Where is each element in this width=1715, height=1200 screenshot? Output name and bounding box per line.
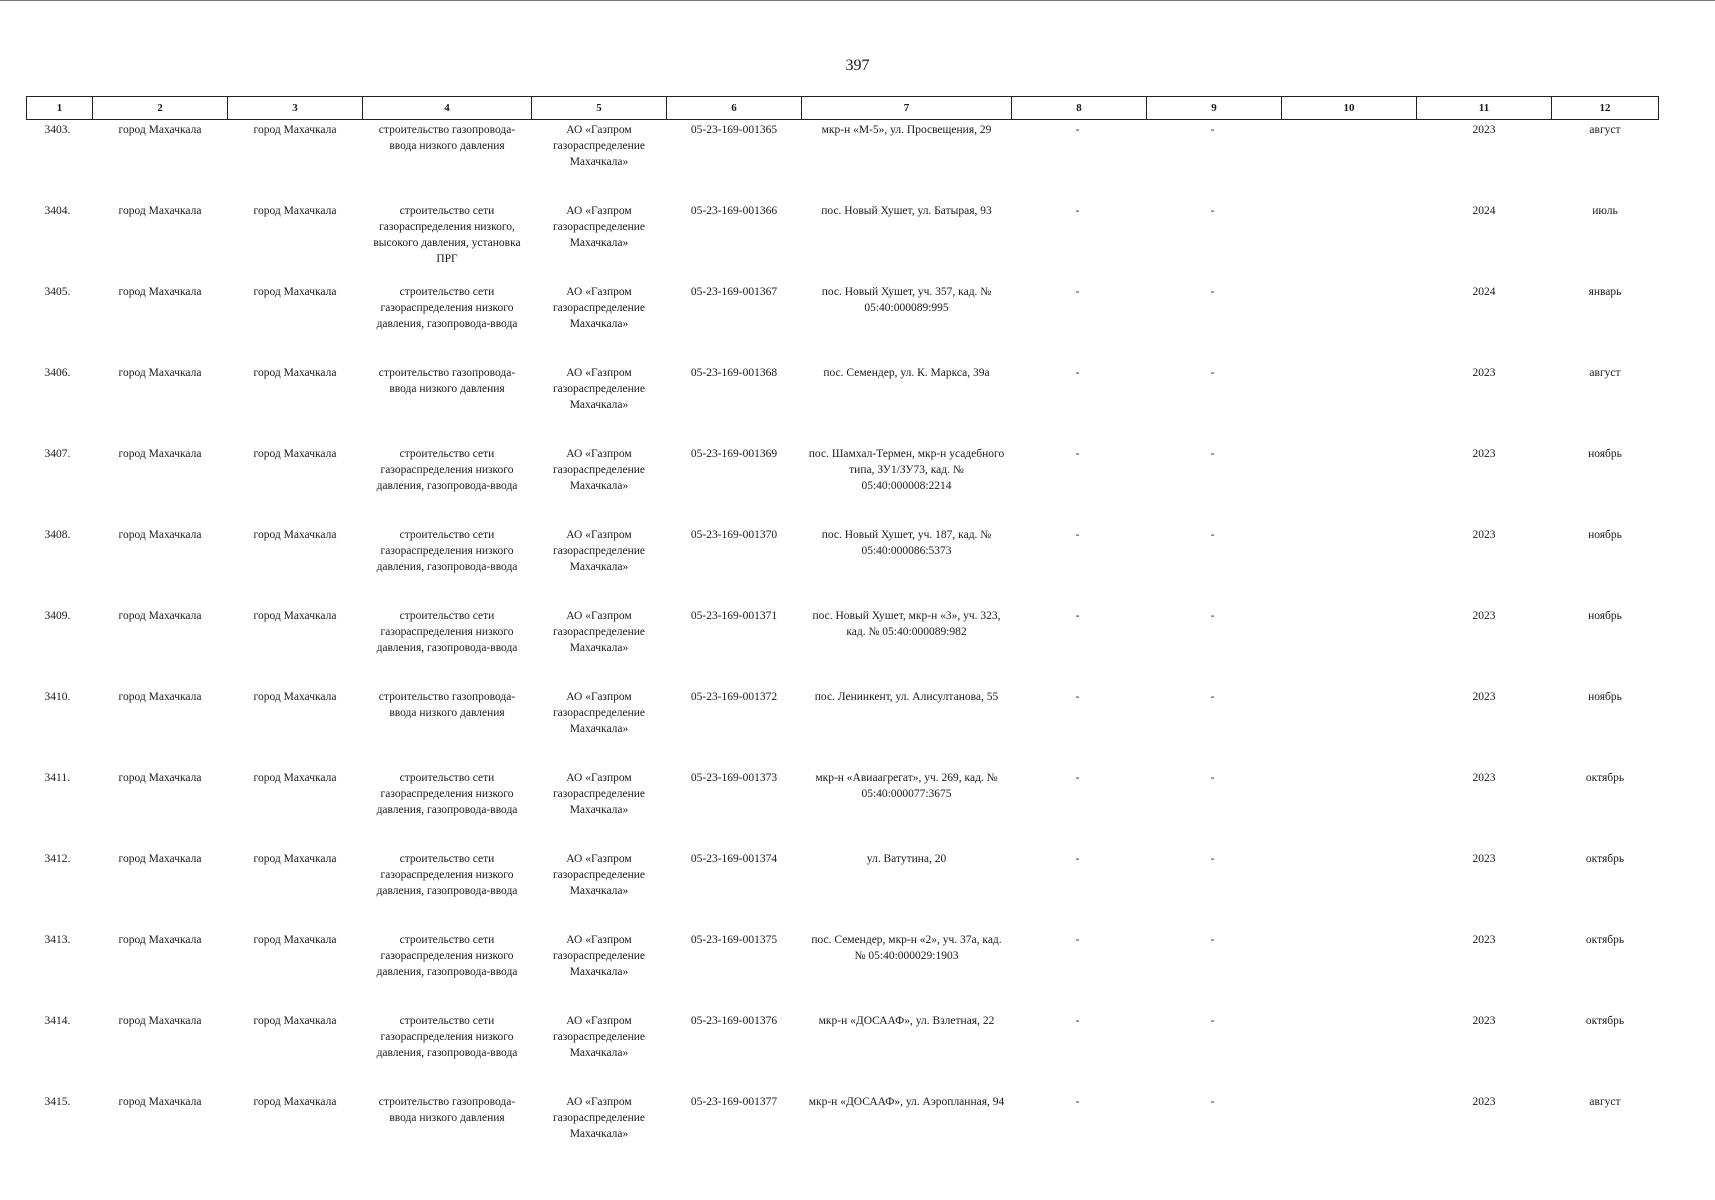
cell-settlement: город Махачкала (253, 772, 337, 784)
cell-settlement: город Махачкала (253, 448, 337, 460)
cell-month: ноябрь (1588, 610, 1622, 622)
cell-address: мкр-н «ДОСААФ», ул. Аэропланная, 94 (808, 1096, 1005, 1108)
cell-month: ноябрь (1588, 529, 1622, 541)
cell-year: 2023 (1472, 448, 1496, 460)
cell-work-type: строительство газопровода-ввода низкого давления (378, 124, 516, 152)
cell-year: 2023 (1472, 1096, 1496, 1108)
cell-settlement: город Махачкала (253, 1096, 337, 1108)
cell-number: 3413. (44, 934, 71, 946)
cell-registry-id: 05-23-169-001376 (690, 1015, 778, 1027)
cell-registry-id: 05-23-169-001365 (690, 124, 778, 136)
header-row (27, 97, 1659, 120)
cell-month: август (1589, 1096, 1621, 1108)
cell-registry-id: 05-23-169-001373 (690, 772, 778, 784)
cell-col-10 (1282, 768, 1417, 849)
cell-address: ул. Ватутина, 20 (866, 853, 947, 865)
table-row (27, 849, 1659, 930)
table-row (27, 282, 1659, 363)
cell-municipality: город Махачкала (118, 529, 202, 541)
cell-number: 3406. (44, 367, 71, 379)
cell-col-9: - (1210, 124, 1215, 136)
cell-col-9: - (1210, 448, 1215, 460)
cell-number: 3411. (44, 772, 70, 784)
cell-col-10 (1282, 930, 1417, 1011)
cell-address: мкр-н «ДОСААФ», ул. Взлетная, 22 (818, 1015, 995, 1027)
cell-year: 2024 (1472, 286, 1496, 298)
cell-registry-id: 05-23-169-001367 (690, 286, 778, 298)
cell-municipality: город Махачкала (118, 1015, 202, 1027)
page-number: 397 (845, 57, 870, 74)
cell-work-type: строительство сети газораспределения низкого давления, газопровода-ввода (376, 1015, 518, 1059)
cell-settlement: город Махачкала (253, 124, 337, 136)
cell-work-type: строительство газопровода-ввода низкого давления (378, 1096, 516, 1124)
cell-municipality: город Махачкала (118, 772, 202, 784)
cell-col-8: - (1075, 610, 1080, 622)
cell-organization: АО «Газпром газораспределение Махачкала» (552, 205, 646, 249)
cell-col-8: - (1075, 448, 1080, 460)
cell-municipality: город Махачкала (118, 124, 202, 136)
cell-col-10 (1282, 525, 1417, 606)
cell-organization: АО «Газпром газораспределение Махачкала» (552, 691, 646, 735)
table-row (27, 525, 1659, 606)
cell-col-10 (1282, 1011, 1417, 1092)
cell-col-8: - (1075, 1015, 1080, 1027)
cell-year: 2023 (1472, 610, 1496, 622)
register-table (26, 96, 1659, 1173)
table-row (27, 120, 1659, 202)
cell-month: июль (1592, 205, 1618, 217)
cell-address: пос. Семендер, ул. К. Маркса, 39а (823, 367, 990, 379)
cell-settlement: город Махачкала (253, 691, 337, 703)
cell-col-8: - (1075, 529, 1080, 541)
cell-work-type: строительство сети газораспределения низкого, высокого давления, установка ПРГ (373, 205, 521, 265)
cell-month: октябрь (1585, 934, 1625, 946)
cell-settlement: город Махачкала (253, 610, 337, 622)
column-header: 5 (532, 97, 667, 120)
cell-number: 3410. (44, 691, 71, 703)
cell-organization: АО «Газпром газораспределение Махачкала» (552, 448, 646, 492)
table-row (27, 768, 1659, 849)
cell-col-10 (1282, 606, 1417, 687)
cell-registry-id: 05-23-169-001368 (690, 367, 778, 379)
cell-settlement: город Махачкала (253, 205, 337, 217)
cell-municipality: город Махачкала (118, 448, 202, 460)
cell-settlement: город Махачкала (253, 286, 337, 298)
column-header: 9 (1147, 97, 1282, 120)
column-header: 7 (802, 97, 1012, 120)
column-header: 10 (1282, 97, 1417, 120)
cell-col-10 (1282, 444, 1417, 525)
cell-work-type: строительство газопровода-ввода низкого давления (378, 367, 516, 395)
cell-year: 2023 (1472, 772, 1496, 784)
cell-registry-id: 05-23-169-001366 (690, 205, 778, 217)
table-row (27, 606, 1659, 687)
cell-address: пос. Шамхал-Термен, мкр-н усадебного типа, ЗУ1/ЗУ73, кад. № 05:40:000008:2214 (808, 448, 1005, 492)
cell-registry-id: 05-23-169-001375 (690, 934, 778, 946)
cell-municipality: город Махачкала (118, 205, 202, 217)
cell-col-9: - (1210, 934, 1215, 946)
cell-col-10 (1282, 282, 1417, 363)
cell-col-8: - (1075, 286, 1080, 298)
cell-work-type: строительство сети газораспределения низкого давления, газопровода-ввода (376, 934, 518, 978)
column-header: 1 (27, 97, 93, 120)
cell-col-9: - (1210, 691, 1215, 703)
cell-number: 3405. (44, 286, 71, 298)
cell-work-type: строительство сети газораспределения низкого давления, газопровода-ввода (376, 772, 518, 816)
top-rule (0, 0, 1715, 1)
cell-year: 2023 (1472, 124, 1496, 136)
cell-organization: АО «Газпром газораспределение Махачкала» (552, 1096, 646, 1140)
cell-col-10 (1282, 363, 1417, 444)
cell-year: 2023 (1472, 934, 1496, 946)
cell-settlement: город Махачкала (253, 529, 337, 541)
cell-registry-id: 05-23-169-001374 (690, 853, 778, 865)
column-header: 3 (228, 97, 363, 120)
cell-col-10 (1282, 1092, 1417, 1173)
cell-col-10 (1282, 201, 1417, 282)
cell-year: 2023 (1472, 691, 1496, 703)
cell-col-9: - (1210, 610, 1215, 622)
cell-col-8: - (1075, 367, 1080, 379)
cell-organization: АО «Газпром газораспределение Махачкала» (552, 124, 646, 168)
cell-organization: АО «Газпром газораспределение Махачкала» (552, 934, 646, 978)
table-row (27, 1011, 1659, 1092)
cell-settlement: город Махачкала (253, 367, 337, 379)
cell-municipality: город Махачкала (118, 1096, 202, 1108)
cell-registry-id: 05-23-169-001370 (690, 529, 778, 541)
cell-organization: АО «Газпром газораспределение Махачкала» (552, 853, 646, 897)
cell-col-9: - (1210, 529, 1215, 541)
cell-col-9: - (1210, 1096, 1215, 1108)
cell-month: ноябрь (1588, 448, 1622, 460)
cell-year: 2023 (1472, 853, 1496, 865)
cell-address: пос. Новый Хушет, уч. 187, кад. № 05:40:000086:5373 (821, 529, 992, 557)
cell-col-8: - (1075, 1096, 1080, 1108)
cell-organization: АО «Газпром газораспределение Махачкала» (552, 610, 646, 654)
cell-address: пос. Ленинкент, ул. Алисултанова, 55 (814, 691, 999, 703)
column-header: 2 (93, 97, 228, 120)
cell-col-8: - (1075, 205, 1080, 217)
cell-work-type: строительство сети газораспределения низкого давления, газопровода-ввода (376, 610, 518, 654)
cell-registry-id: 05-23-169-001369 (690, 448, 778, 460)
cell-settlement: город Махачкала (253, 853, 337, 865)
cell-year: 2023 (1472, 529, 1496, 541)
cell-organization: АО «Газпром газораспределение Махачкала» (552, 529, 646, 573)
table-row (27, 687, 1659, 768)
cell-col-8: - (1075, 772, 1080, 784)
cell-municipality: город Махачкала (118, 691, 202, 703)
table-row (27, 201, 1659, 282)
cell-year: 2023 (1472, 367, 1496, 379)
cell-address: пос. Новый Хушет, ул. Батырая, 93 (821, 205, 992, 217)
cell-col-9: - (1210, 853, 1215, 865)
cell-col-9: - (1210, 286, 1215, 298)
cell-col-8: - (1075, 691, 1080, 703)
cell-municipality: город Махачкала (118, 610, 202, 622)
cell-work-type: строительство сети газораспределения низкого давления, газопровода-ввода (376, 853, 518, 897)
column-header: 6 (667, 97, 802, 120)
cell-registry-id: 05-23-169-001371 (690, 610, 778, 622)
cell-municipality: город Махачкала (118, 853, 202, 865)
cell-address: мкр-н «Авиаагрегат», уч. 269, кад. № 05:40:000077:3675 (815, 772, 998, 800)
cell-number: 3415. (44, 1096, 71, 1108)
cell-month: ноябрь (1588, 691, 1622, 703)
cell-month: октябрь (1585, 772, 1625, 784)
column-header: 8 (1012, 97, 1147, 120)
table-row (27, 363, 1659, 444)
cell-year: 2024 (1472, 205, 1496, 217)
cell-work-type: строительство газопровода-ввода низкого давления (378, 691, 516, 719)
cell-number: 3408. (44, 529, 71, 541)
column-header: 4 (363, 97, 532, 120)
cell-address: мкр-н «М-5», ул. Просвещения, 29 (821, 124, 992, 136)
cell-registry-id: 05-23-169-001377 (690, 1096, 778, 1108)
cell-number: 3407. (44, 448, 71, 460)
column-header: 11 (1417, 97, 1552, 120)
cell-col-10 (1282, 120, 1417, 202)
cell-registry-id: 05-23-169-001372 (690, 691, 778, 703)
cell-col-8: - (1075, 124, 1080, 136)
cell-work-type: строительство сети газораспределения низкого давления, газопровода-ввода (376, 529, 518, 573)
cell-settlement: город Махачкала (253, 934, 337, 946)
column-header: 12 (1552, 97, 1659, 120)
table-row (27, 1092, 1659, 1173)
cell-work-type: строительство сети газораспределения низкого давления, газопровода-ввода (376, 286, 518, 330)
cell-col-8: - (1075, 853, 1080, 865)
cell-col-10 (1282, 687, 1417, 768)
cell-col-9: - (1210, 1015, 1215, 1027)
cell-address: пос. Семендер, мкр-н «2», уч. 37а, кад. № 05:40:000029:1903 (811, 934, 1002, 962)
cell-municipality: город Махачкала (118, 367, 202, 379)
cell-col-9: - (1210, 205, 1215, 217)
cell-col-9: - (1210, 772, 1215, 784)
cell-address: пос. Новый Хушет, мкр-н «3», уч. 323, кад. № 05:40:000089:982 (812, 610, 1001, 638)
cell-number: 3414. (44, 1015, 71, 1027)
cell-month: октябрь (1585, 853, 1625, 865)
cell-month: август (1589, 124, 1621, 136)
table-row (27, 444, 1659, 525)
table-row (27, 930, 1659, 1011)
cell-month: январь (1588, 286, 1622, 298)
cell-month: август (1589, 367, 1621, 379)
cell-number: 3403. (44, 124, 71, 136)
cell-address: пос. Новый Хушет, уч. 357, кад. № 05:40:000089:995 (821, 286, 992, 314)
cell-col-8: - (1075, 934, 1080, 946)
cell-organization: АО «Газпром газораспределение Махачкала» (552, 1015, 646, 1059)
cell-municipality: город Махачкала (118, 934, 202, 946)
cell-organization: АО «Газпром газораспределение Махачкала» (552, 286, 646, 330)
cell-work-type: строительство сети газораспределения низкого давления, газопровода-ввода (376, 448, 518, 492)
cell-year: 2023 (1472, 1015, 1496, 1027)
cell-settlement: город Махачкала (253, 1015, 337, 1027)
cell-number: 3409. (44, 610, 71, 622)
cell-col-9: - (1210, 367, 1215, 379)
cell-col-10 (1282, 849, 1417, 930)
cell-number: 3404. (44, 205, 71, 217)
cell-number: 3412. (44, 853, 71, 865)
cell-month: октябрь (1585, 1015, 1625, 1027)
cell-municipality: город Махачкала (118, 286, 202, 298)
cell-organization: АО «Газпром газораспределение Махачкала» (552, 367, 646, 411)
cell-organization: АО «Газпром газораспределение Махачкала» (552, 772, 646, 816)
